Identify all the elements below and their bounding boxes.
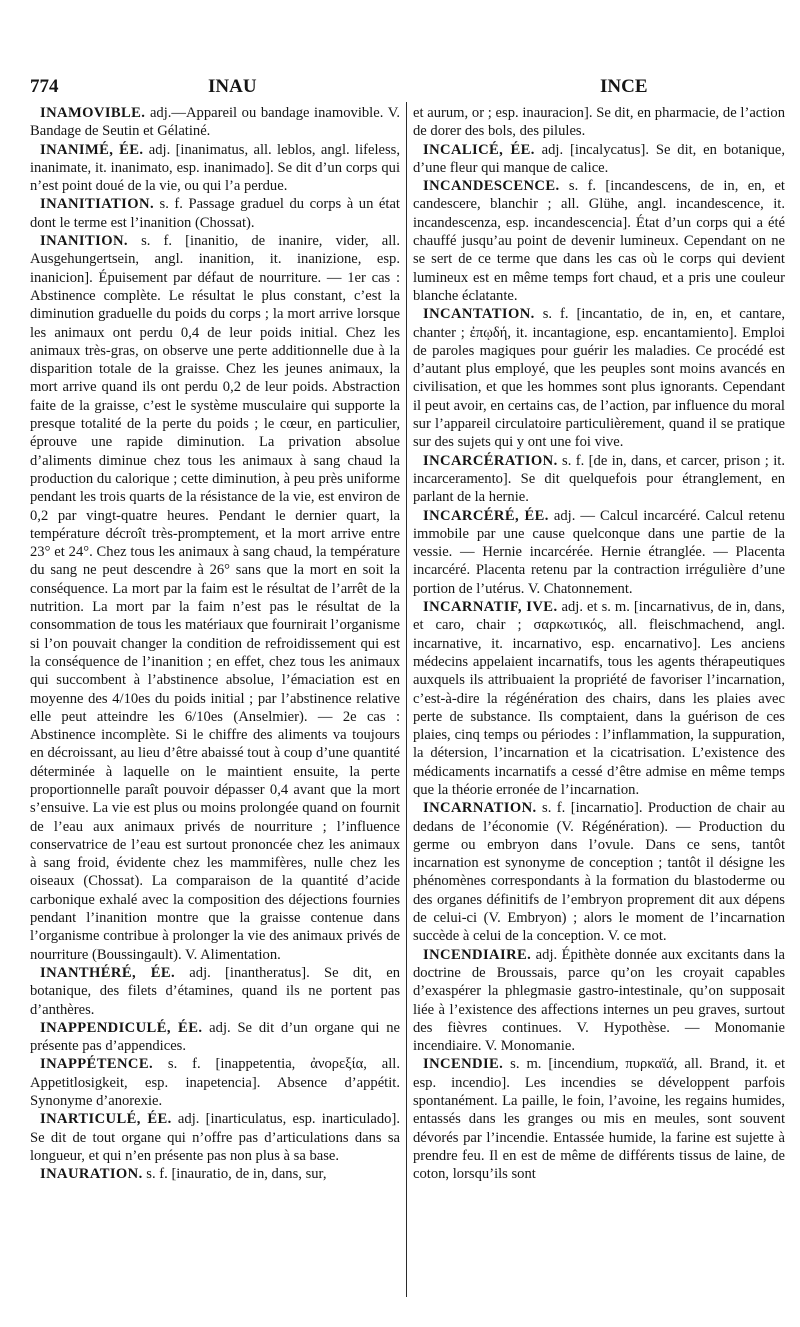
entry-text: adj. Se dit d’un organe qui ne présente pas d’appendices. xyxy=(30,1019,400,1055)
entry-text: s. f. [inauratio, de in, dans, sur, xyxy=(142,1166,327,1183)
entry-text: s. f. [incantatio, de in, en, et cantare, chanter ; ἐπῳδή, it. incantagione, esp. encantamiento]. Emploi de paroles magiques pour guérir les maladies. Ce procédé est d’autant plus employé, que les peuples sont moins avancés en civilisation, et que les hommes sont plus ignorants. Cependant il peut avoir, en certains cas, de l’action, par influence du moral sur l’appareil circulatoire particulièrement, quand il se pratique sur des sujets qui y ont une foi vive. xyxy=(413,306,785,451)
entry-headword: INANIMÉ, ÉE. xyxy=(40,141,144,158)
entry-headword: INAMOVIBLE. xyxy=(40,105,146,121)
entry-headword: INCARCÉRÉ, ÉE. xyxy=(423,507,549,524)
entry-text: adj. et s. m. [incarnativus, de in, dans, et caro, chair ; σαρκωτικός, all. fleischmachend, angl. incarnative, it. incarnativo, esp. encarnativo]. Les anciens médecins appelaient incarnatifs, tous les agents thérapeutiques auxquels ils attribuaient la propriété de favoriser l’incarnation, c’est-à-dire la régénération des chairs, dans les plaies avec perte de substance. Ils comptaient, dans la guérison de ces plaies, cinq temps ou périodes : l’inflammation, la suppuration, la détersion, l’incarnation et la cicatrisation. L’existence des médicaments incarnatifs a cessé d’être admise en même temps que la théorie erronée de l’incarnation. xyxy=(413,599,785,798)
dictionary-entry xyxy=(413,598,785,799)
dictionary-entry xyxy=(413,799,785,945)
entry-text: adj. [inarticulatus, esp. inarticulado]. Se dit de tout organe qui n’offre pas d’articulations dans sa longueur, et qui n’en présente pas non plus à sa base. xyxy=(30,1111,400,1164)
entry-headword: INCANTATION. xyxy=(423,306,535,323)
entry-headword: INAURATION. xyxy=(40,1166,143,1183)
entry-headword: INARTICULÉ, ÉE. xyxy=(40,1111,172,1128)
entry-headword: INAPPÉTENCE. xyxy=(40,1056,154,1073)
left-column xyxy=(30,104,400,1294)
entry-headword: INCARNATIF, IVE. xyxy=(423,599,558,616)
dictionary-entry xyxy=(30,1019,400,1056)
entry-headword: INANTHÉRÉ, ÉE. xyxy=(40,964,176,981)
entry-text: adj. — Calcul incarcéré. Calcul retenu immobile par une cause quelconque dans une partie de la vessie. — Hernie incarcérée. Hernie étranglée. — Placenta incarcéré. Placenta retenu par la contraction irrégulière d’une portion de l’utérus. V. Chatonnement. xyxy=(413,507,785,597)
entry-headword: INCALICÉ, ÉE. xyxy=(423,141,535,158)
entry-headword: INCENDIE. xyxy=(423,1056,504,1073)
right-running-head: INCE xyxy=(600,76,648,97)
dictionary-entry xyxy=(413,104,785,141)
entry-text: s. f. [incarnatio]. Production de chair au dedans de l’économie (V. Régénération). — Production du germe ou embryon dans l’ovule. Dans ce sens, tantôt incarnation est synonyme de conception ; tantôt il désigne les phénomènes correspondants à la formation du blastoderme ou des organes définitifs de l’embryon proprement dit aux dépens de celui-ci (V. Embryon) ; alors le moment de l’incarnation succède à celui de la conception. V. ce mot. xyxy=(413,800,785,945)
entry-headword: INANITION. xyxy=(40,233,128,250)
dictionary-entry xyxy=(413,507,785,598)
entry-text: adj. [inanimatus, all. leblos, angl. lifeless, inanimate, it. inanimato, esp. inanimado]. Se dit d’un corps qui n’est point doué de la vie, ou qui l’a perdue. xyxy=(30,141,400,195)
dictionary-entry xyxy=(413,1055,785,1183)
dictionary-entry xyxy=(413,177,785,305)
entry-text: adj. [incalycatus]. Se dit, en botanique, d’une fleur qui manque de calice. xyxy=(413,141,785,176)
left-running-head: INAU xyxy=(208,76,257,97)
dictionary-entry xyxy=(413,305,785,451)
dictionary-entry xyxy=(30,964,400,1019)
dictionary-entry xyxy=(30,232,400,964)
entry-text: adj.—Appareil ou bandage inamovible. V. Bandage de Seutin et Gélatiné. xyxy=(30,105,400,140)
entry-text: s. f. [inanitio, de inanire, vider, all. Ausgehungertsein, angl. inanition, it. inanizione, esp. inanicion]. Épuisement par défaut de nourriture. — 1er cas : Abstinence complète. Le résultat le plus constant, c’est la diminution graduelle du poids du corps ; la mort arrive lorsque les animaux ont perdu 0,4 de leur poids initial. Chez les animaux très-gras, on observe une perte additionnelle due à la disparition totale de la graisse. Chez les jeunes animaux, la mort arrive quand ils ont perdu 0,2 de leur poids. Abstraction faite de la graisse, c’est le système musculaire qui supporte la presque totalité de la perte du poids ; le cœur, en particulier, éprouve une rapide diminution. La privation absolue d’aliments diminue chez tous les animaux à sang chaud la production du calorique ; cette diminution, à peu près uniforme pendant les trois quarts de la résistance de la vie, est environ de 0,2 par vingt-quatre heures. Pendant le dernier quart, la température décroît très-promptement, et la mort arrive entre 23° et 24°. Chez tous les animaux à sang chaud, la température du sang ne peut descendre à 26° sans que la mort en soit la conséquence. La mort par la faim est le résultat de l’arrêt de la nutrition. La mort par la faim n’est pas le résultat de la consommation de tous les matériaux que fournirait l’organisme si l’on pouvait changer la condition de refroidissement qui est la conséquence de l’inanition ; en effet, chez tous les animaux qui succombent à l’abstinence absolue, l’émaciation est en moyenne des 4/10es du poids initial ; par l’abstinence relative elle peut atteindre les 6/10es (Anselmier). — 2e cas : Abstinence incomplète. Si le chiffre des aliments va toujours en décroissant, au lieu d’être abaissé tout à coup d’une quantité déterminée à laquelle on le maintient ensuite, la perte proportionnelle paraît pouvoir dépasser 0,4 avant que la mort s’ensuive. La vie est plus ou moins prolongée quand on fournit de l’eau aux animaux privés de nourriture ; l’influence conservatrice de l’eau est surtout prononcée chez les animaux à sang froid, évidente chez les mammifères, nulle chez les oiseaux (Chossat). La comparaison de la quantité d’acide carbonique exhalé avec la composition des déjections fournies pendant l’inanition montre que la graisse contenue dans l’organisme contribue à prolonger la vie des animaux privés de nourriture (Boussingault). V. Alimentation. xyxy=(30,233,400,963)
dictionary-entry xyxy=(30,195,400,232)
entry-headword: INCARCÉRATION. xyxy=(423,452,558,469)
dictionary-entry xyxy=(30,141,400,196)
dictionary-entry xyxy=(413,141,785,178)
column-divider xyxy=(406,102,407,1297)
entry-headword: INCARNATION. xyxy=(423,800,537,817)
entry-text: s. f. [de in, dans, et carcer, prison ; it. incarceramento]. Se dit quelquefois pour étranglement, en parlant de la hernie. xyxy=(413,452,785,506)
running-header xyxy=(30,76,785,102)
entry-text: adj. [inantheratus]. Se dit, en botanique, des filets d’étamines, quand ils ne portent pas d’anthères. xyxy=(30,964,400,1018)
entry-headword: INAPPENDICULÉ, ÉE. xyxy=(40,1019,203,1036)
page-number: 774 xyxy=(30,76,59,97)
entry-text: adj. Épithète donnée aux excitants dans la doctrine de Broussais, parce qu’on les croyait capables d’exaspérer la phlegmasie gastro-intestinale, qu’on supposait liée à l’existence des affections internes un peu graves, surtout des fièvres continues. V. Hypothèse. — Monomanie incendiaire. V. Monomanie. xyxy=(413,946,785,1055)
entry-text: s. f. [incandescens, de in, en, et candescere, blanchir ; all. Glühe, angl. incandescence, it. incandescenza, esp. incandescencia]. État d’un corps qui a été chauffé jusqu’au point de devenir lumineux. Cependant on ne se sert de ce terme que dans les cas où le corps qui devient lumineux est en même temps fort chaud, et a pris une couleur blanche éclatante. xyxy=(413,178,785,304)
dictionary-entry xyxy=(30,1055,400,1110)
entry-text: s. m. [incendium, πυρκαϊά, all. Brand, it. et esp. incendio]. Les incendies se développent parfois spontanément. La paille, le foin, l’avoine, les regains humides, entassés dans les granges ou mis en meules, sont souvent dévorés par l’incendie. Entassée humide, la farine est sujette à prendre feu. Il en est de même de différents tissus de laine, de coton, lorsqu’ils sont xyxy=(413,1056,785,1183)
entry-text: et aurum, or ; esp. inauracion]. Se dit, en pharmacie, de l’action de dorer des bols, des pilules. xyxy=(413,105,785,140)
dictionary-entry xyxy=(30,1165,400,1183)
entry-headword: INCANDESCENCE. xyxy=(423,178,560,195)
right-column xyxy=(413,104,785,1294)
entry-text: s. f. Passage graduel du corps à un état dont le terme est l’inanition (Chossat). xyxy=(30,196,400,231)
entry-headword: INCENDIAIRE. xyxy=(423,946,532,963)
dictionary-entry xyxy=(30,104,400,141)
dictionary-entry xyxy=(413,946,785,1056)
dictionary-entry xyxy=(413,452,785,507)
entry-text: s. f. [inappetentia, ἀνορεξία, all. Appetitlosigkeit, esp. inapetencia]. Absence d’appétit. Synonyme d’anorexie. xyxy=(30,1056,400,1110)
entry-headword: INANITIATION. xyxy=(40,196,154,213)
dictionary-entry xyxy=(30,1110,400,1165)
